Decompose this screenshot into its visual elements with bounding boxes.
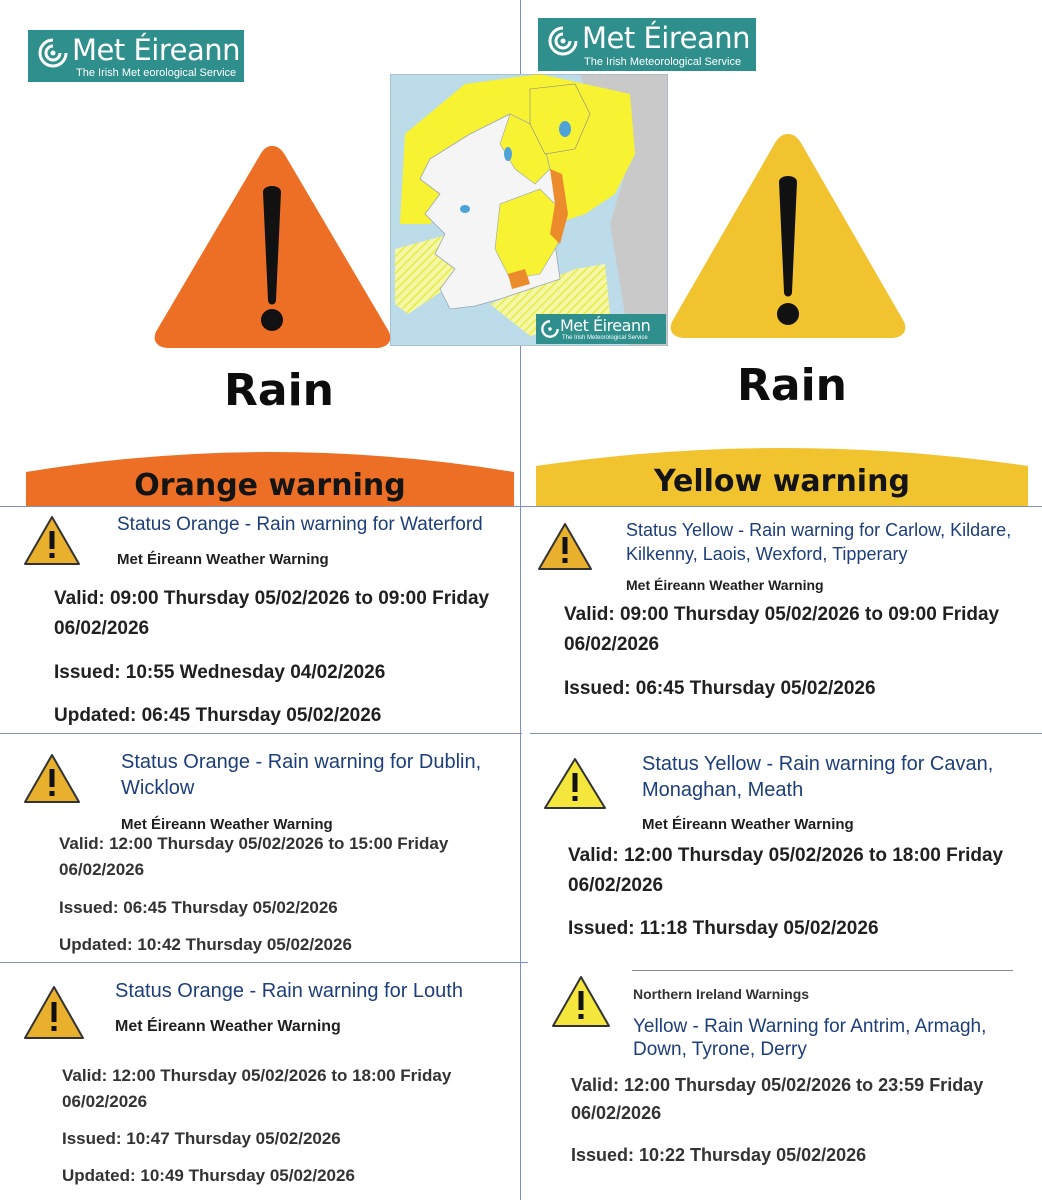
warning-issued: Issued: 06:45 Thursday 05/02/2026 <box>59 898 338 917</box>
warning-issued: Issued: 10:47 Thursday 05/02/2026 <box>62 1129 341 1148</box>
amber-warning-icon <box>22 984 86 1042</box>
warning-source: Met Éireann Weather Warning <box>117 551 329 568</box>
warning-valid: Valid: 12:00 Thursday 05/02/2026 to 18:00 Friday <box>62 1066 452 1085</box>
warning-valid: Valid: 12:00 Thursday 05/02/2026 to 18:00 Friday <box>568 845 1004 866</box>
amber-warning-icon <box>536 521 594 573</box>
logo-name: Met Éireann <box>582 21 750 55</box>
warning-valid-cont: 06/02/2026 <box>54 618 150 639</box>
yellow-banner-label: Yellow warning <box>654 464 910 499</box>
warning-updated: Updated: 10:49 Thursday 05/02/2026 <box>62 1166 355 1185</box>
map-logo <box>536 314 666 344</box>
logo-name: Met Éireann <box>72 33 240 67</box>
warning-title-cont[interactable]: Kilkenny, Laois, Wexford, Tipperary <box>626 544 908 564</box>
card-divider <box>0 962 528 963</box>
warning-source: Met Éireann Weather Warning <box>115 1018 341 1035</box>
warning-issued: Issued: 10:22 Thursday 05/02/2026 <box>571 1145 867 1165</box>
warning-issued: Issued: 11:18 Thursday 05/02/2026 <box>568 918 879 939</box>
warning-title-cont[interactable]: Wicklow <box>121 777 195 799</box>
warning-title[interactable]: Status Yellow - Rain warning for Cavan, <box>642 753 994 775</box>
warning-valid: Valid: 12:00 Thursday 05/02/2026 to 23:59 Friday <box>571 1075 984 1095</box>
warning-updated: Updated: 06:45 Thursday 05/02/2026 <box>54 705 382 726</box>
card-divider <box>530 733 1042 734</box>
warning-valid-cont: 06/02/2026 <box>564 634 660 655</box>
map-logo-name: Met Éireann <box>560 316 651 335</box>
warning-title[interactable]: Status Orange - Rain warning for Dublin, <box>121 751 482 773</box>
ni-warnings-header: Northern Ireland Warnings <box>633 986 810 1002</box>
warning-title[interactable]: Yellow - Rain Warning for Antrim, Armagh, <box>633 1016 987 1037</box>
yellow-warning-icon <box>550 974 612 1030</box>
map-logo-tagline: The Irish Meteorological Service <box>562 335 648 341</box>
warning-valid: Valid: 12:00 Thursday 05/02/2026 to 15:00 Friday <box>59 834 449 853</box>
warning-title-cont[interactable]: Down, Tyrone, Derry <box>633 1039 807 1060</box>
orange-warning-banner <box>26 444 514 506</box>
warning-title[interactable]: Status Orange - Rain warning for Louth <box>115 980 463 1002</box>
warning-source: Met Éireann Weather Warning <box>626 577 824 593</box>
right-rain-heading: Rain <box>737 360 847 411</box>
warning-title[interactable]: Status Orange - Rain warning for Waterford <box>117 514 483 535</box>
amber-warning-icon <box>22 514 82 568</box>
ireland-map-image <box>390 74 668 346</box>
orange-banner-label: Orange warning <box>134 468 406 503</box>
met-eireann-logo-left <box>28 30 244 82</box>
warning-issued: Issued: 10:55 Wednesday 04/02/2026 <box>54 662 386 683</box>
yellow-warning-banner <box>536 440 1028 506</box>
card-divider <box>0 733 522 734</box>
card-divider <box>632 970 1013 971</box>
warning-source: Met Éireann Weather Warning <box>642 816 854 833</box>
orange-warning-triangle-icon <box>150 140 395 352</box>
warning-title-cont[interactable]: Monaghan, Meath <box>642 779 804 801</box>
swirl-logo-icon <box>546 24 580 58</box>
warning-valid: Valid: 09:00 Thursday 05/02/2026 to 09:00 Friday <box>564 604 1000 625</box>
warning-title[interactable]: Status Yellow - Rain warning for Carlow, Kildare, <box>626 520 1012 540</box>
amber-warning-icon <box>22 752 82 806</box>
logo-tagline: The Irish Met eorological Service <box>76 67 237 79</box>
warning-valid: Valid: 09:00 Thursday 05/02/2026 to 09:00 Friday <box>54 588 490 609</box>
warning-valid-cont: 06/02/2026 <box>568 875 664 896</box>
section-divider <box>0 506 1042 507</box>
warning-issued: Issued: 06:45 Thursday 05/02/2026 <box>564 678 876 699</box>
yellow-warning-icon <box>542 756 608 812</box>
warning-valid-cont: 06/02/2026 <box>59 860 145 879</box>
yellow-warning-triangle-icon <box>666 128 910 344</box>
logo-tagline: The Irish Meteorological Service <box>584 56 742 68</box>
warning-valid-cont: 06/02/2026 <box>571 1103 662 1123</box>
met-eireann-logo-right <box>538 18 756 71</box>
swirl-logo-icon <box>540 319 560 339</box>
warning-updated: Updated: 10:42 Thursday 05/02/2026 <box>59 935 352 954</box>
warning-map <box>390 74 668 346</box>
swirl-logo-icon <box>36 36 70 70</box>
warning-valid-cont: 06/02/2026 <box>62 1092 148 1111</box>
warning-source: Met Éireann Weather Warning <box>121 816 333 833</box>
left-rain-heading: Rain <box>224 365 334 416</box>
